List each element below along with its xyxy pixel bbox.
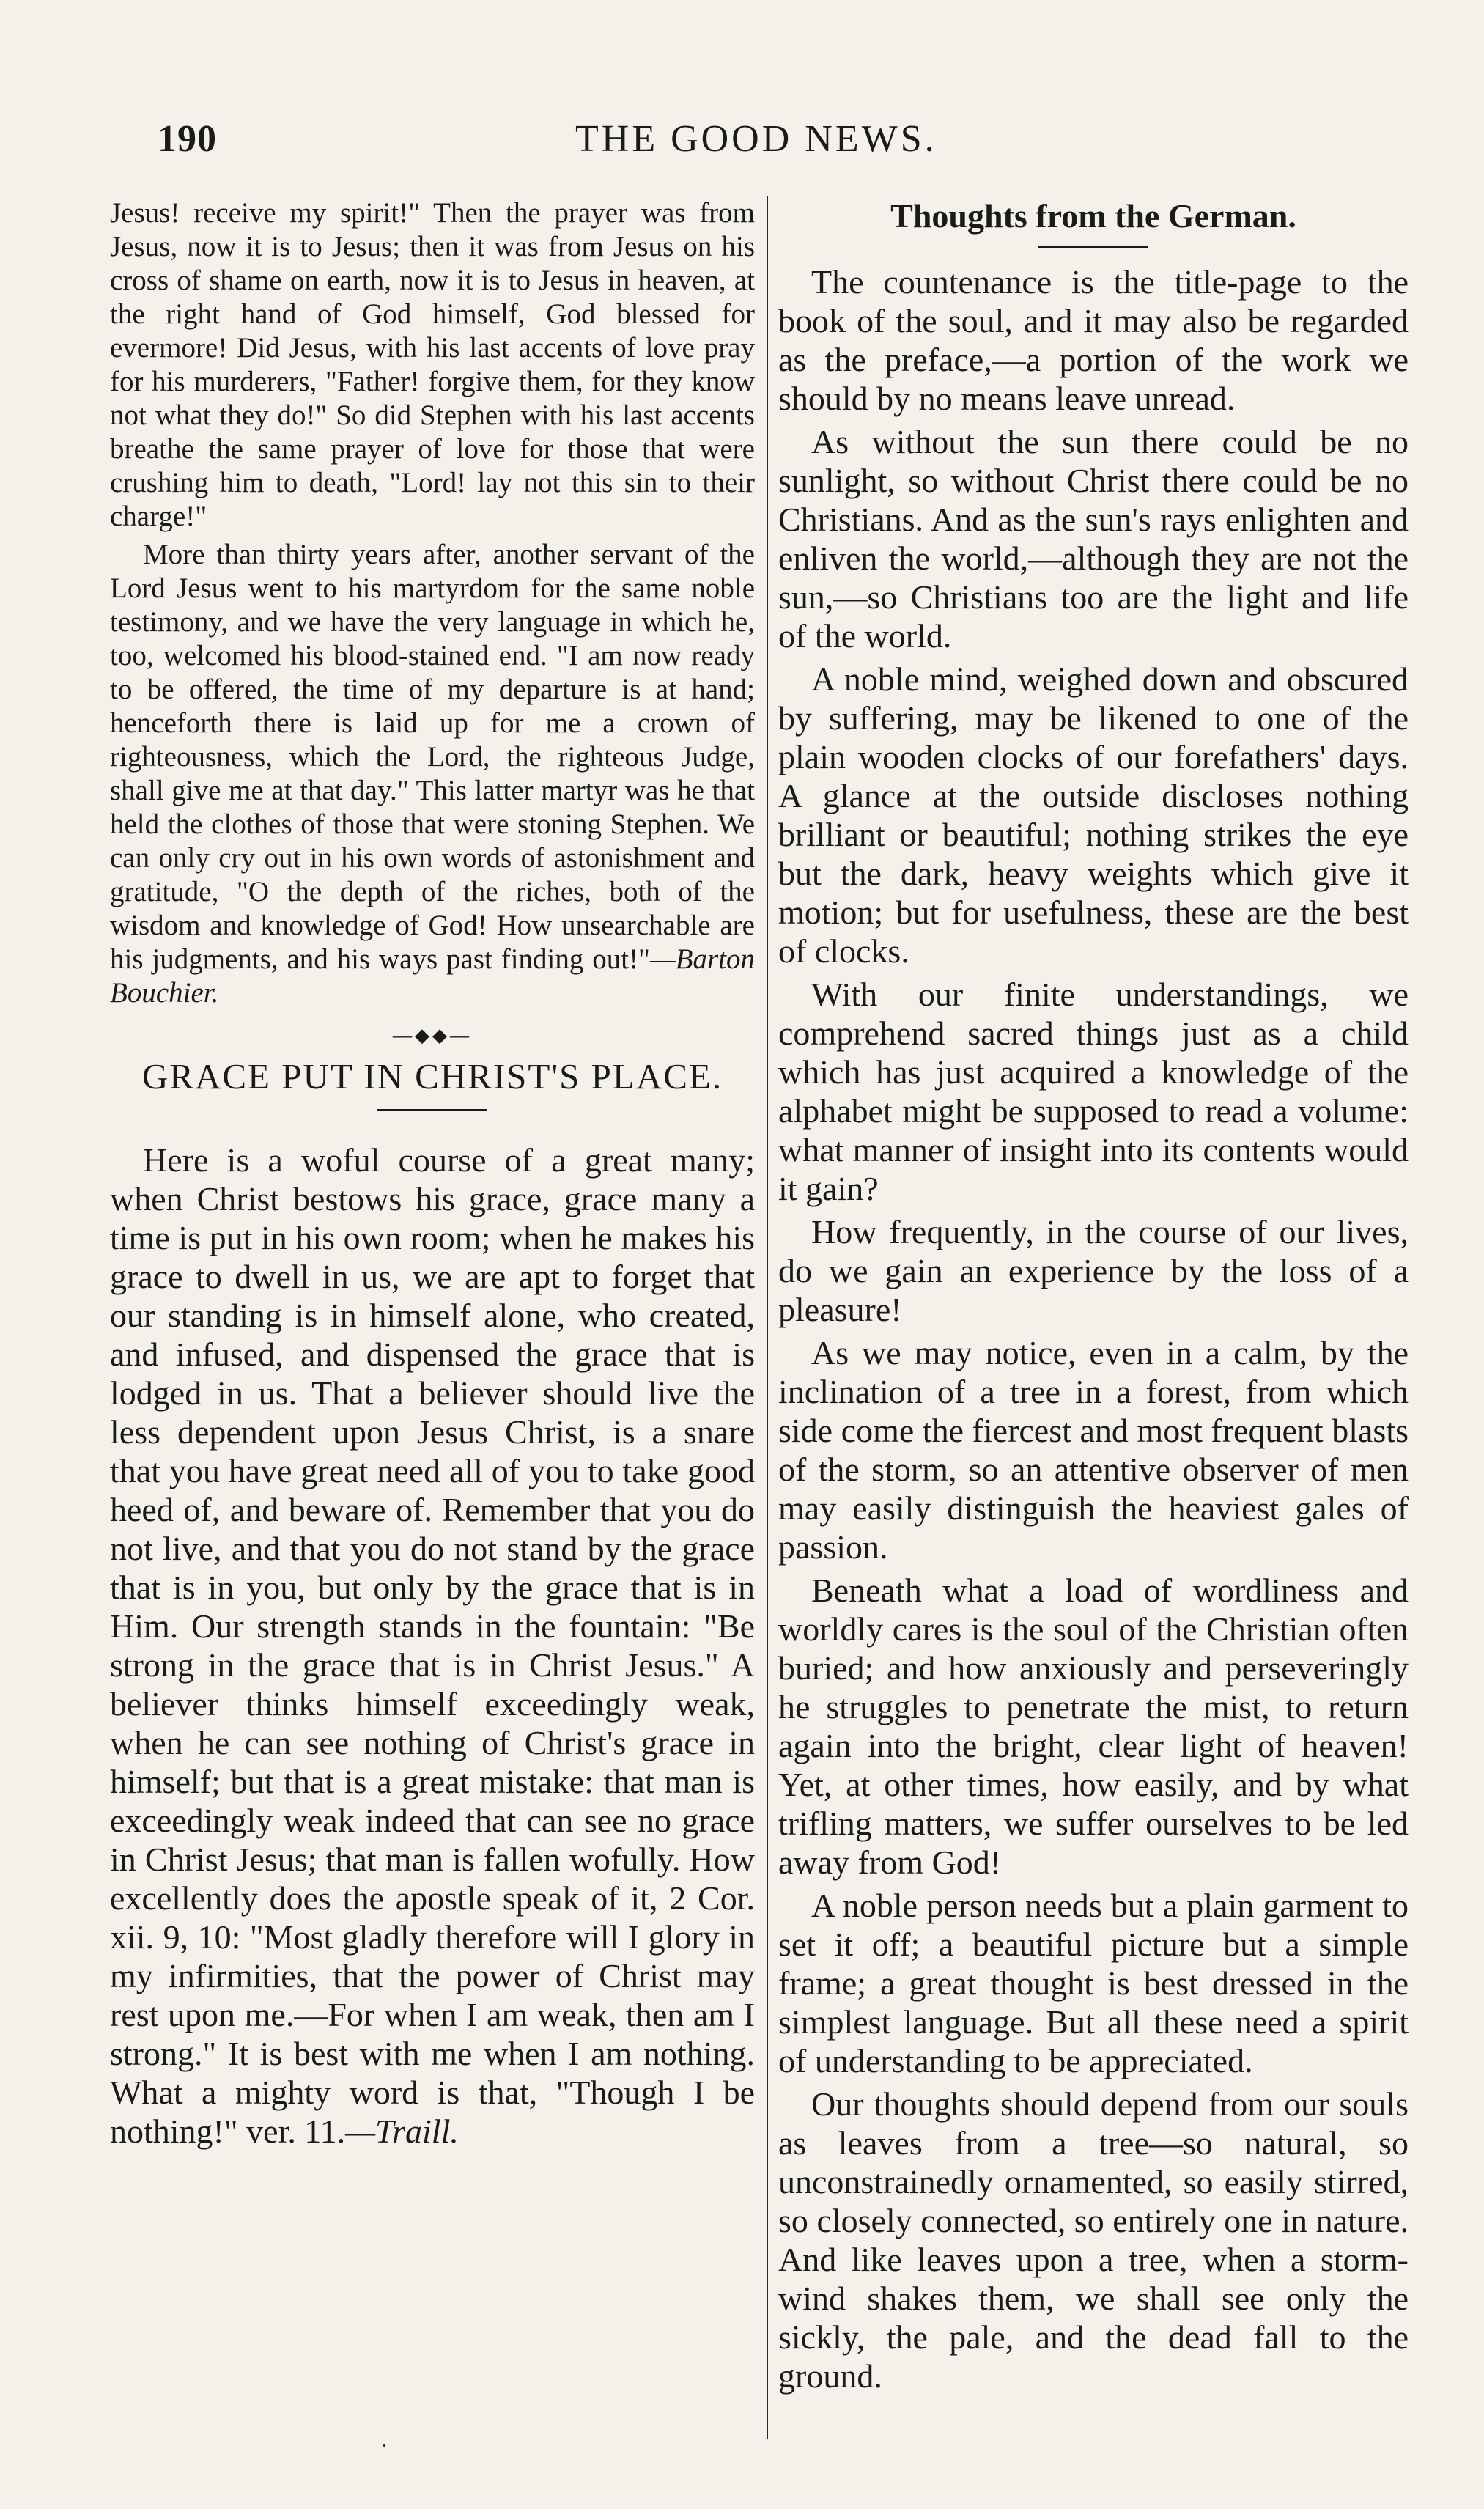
thought-paragraph: The countenance is the title-page to the book of the soul, and it may also be regarded as the preface,—a portion of the work we should by no means leave unread. (778, 263, 1409, 417)
section-title: GRACE PUT IN CHRIST'S PLACE. (141, 1056, 723, 1097)
left-column (110, 196, 755, 2443)
continuation-signature: —Barton Bouchier. (110, 943, 755, 1009)
thought-paragraph: With our finite understandings, we comprehend sacred things just as a child which has just acquired a knowledge of the alphabet might be supposed to read a volume: what manner of insight into its contents would it gain? (778, 976, 1409, 1207)
section-ornament: —◆◆— (393, 1025, 472, 1046)
thought-paragraph: Beneath what a load of wordliness and worldly cares is the soul of the Christian often buried; and how anxiously and perseveringly he struggles to penetrate the mist, to return again into the bright, clear light of heaven! Yet, at other times, how easily, and by what trifling matters, we suffer ourselves to be led away from God! (778, 1572, 1409, 1881)
continuation-text: More than thirty years after, another servant of the Lord Jesus went to his martyrdom for the same noble testimony, and we have the very language in which he, too, welcomed his blood-stained end. "I am now ready to be offered, the time of my departure is at hand; henceforth there is laid up for me a crown of righteousness, which the Lord, the righteous Judge, shall give me at that day." This latter martyr was he that held the clothes of those that were stoning Stephen. We can only cry out in his own words of astonishment and gratitude, "O the depth of the riches, both of the wisdom and knowledge of God! How unsearchable are his judgments, and his ways past finding out!" (110, 539, 755, 975)
thought-paragraph: As without the sun there could be no sunlight, so without Christ there could be no Christians. And as the sun's rays enlighten and enliven the world,—although they are not the sun,—so Christians too are the light and life of the world. (778, 423, 1409, 655)
journal-title: THE GOOD NEWS. (575, 118, 937, 160)
section-body (110, 1141, 755, 2151)
footer-mark: · (381, 2435, 388, 2456)
section-title: Thoughts from the German. (890, 197, 1296, 235)
continuation-paragraph: Jesus! receive my spirit!" Then the prayer was from Jesus, now it is to Jesus; then it was from Jesus on his cross of shame on earth, now it is to Jesus in heaven, at the right hand of God himself, God blessed for evermore! Did Jesus, with his last accents of love pray for his murderers, "Father! forgive them, for they know not what they do!" So did Stephen with his last accents breathe the same prayer of love for those that were crushing him to death, "Lord! lay not this sin to their charge!" (110, 197, 755, 532)
section-body-text: Here is a woful course of a great many; when Christ bestows his grace, grace many a time is put in his own room; when he makes his grace to dwell in us, we are apt to forget that our standing is in himself alone, who created, and infused, and dispensed the grace that is lodged in us. That a believer should live the less dependent upon Jesus Christ, is a snare that you have great need all of you to take good heed of, and beware of. Remember that you do not live, and that you do not stand by the grace that is in you, but only by the grace that is in Him. Our strength stands in the fountain: "Be strong in the grace that is in Christ Jesus." A believer thinks himself exceedingly weak, when he can see nothing of Christ's grace in himself; but that is a great mistake: that man is exceedingly weak indeed that can see no grace in Christ Jesus; that man is fallen wofully. How excellently does the apostle speak of it, 2 Cor. xii. 9, 10: "Most gladly therefore will I glory in my infirmities, that the power of Christ may rest upon me.—For when I am weak, then am I strong." It is best with me when I am nothing. What a mighty word is that, "Though I be nothing!" ver. 11. (110, 1141, 755, 2150)
thought-paragraph: A noble mind, weighed down and obscured by suffering, may be likened to one of the plain wooden clocks of our forefathers' days. A glance at the outside discloses nothing brilliant or beautiful; nothing strikes the eye but the dark, heavy weights which give it motion; but for usefulness, these are the best of clocks. (778, 660, 1409, 970)
section-signature: —Traill. (345, 2112, 459, 2150)
thought-paragraph: As we may notice, even in a calm, by the inclination of a tree in a forest, from which side come the fiercest and most frequent blasts of the storm, so an attentive observer of men may easily distinguish the heaviest gales of passion. (778, 1334, 1409, 1566)
thought-paragraph: How frequently, in the course of our lives, do we gain an experience by the loss of a pleasure! (778, 1213, 1409, 1328)
running-head (110, 117, 1356, 176)
page-number: 190 (158, 118, 217, 160)
title-rule (1038, 246, 1148, 248)
thought-paragraph: A noble person needs but a plain garment to set it off; a beautiful picture but a simple frame; a great thought is best dressed in the simplest language. But all these need a spirit of understanding to be appreciated. (778, 1887, 1409, 2079)
title-rule (377, 1109, 487, 1111)
column-divider (767, 196, 768, 2439)
right-column (778, 196, 1409, 2443)
continuation-paragraph (110, 538, 755, 1010)
thought-paragraph: Our thoughts should depend from our souls as leaves from a tree—so natural, so unconstrainedly ornamented, so easily stirred, so closely connected, so entirely one in nature. And like leaves upon a tree, when a storm-wind shakes them, we shall see only the sickly, the pale, and the dead fall to the ground. (778, 2085, 1409, 2395)
